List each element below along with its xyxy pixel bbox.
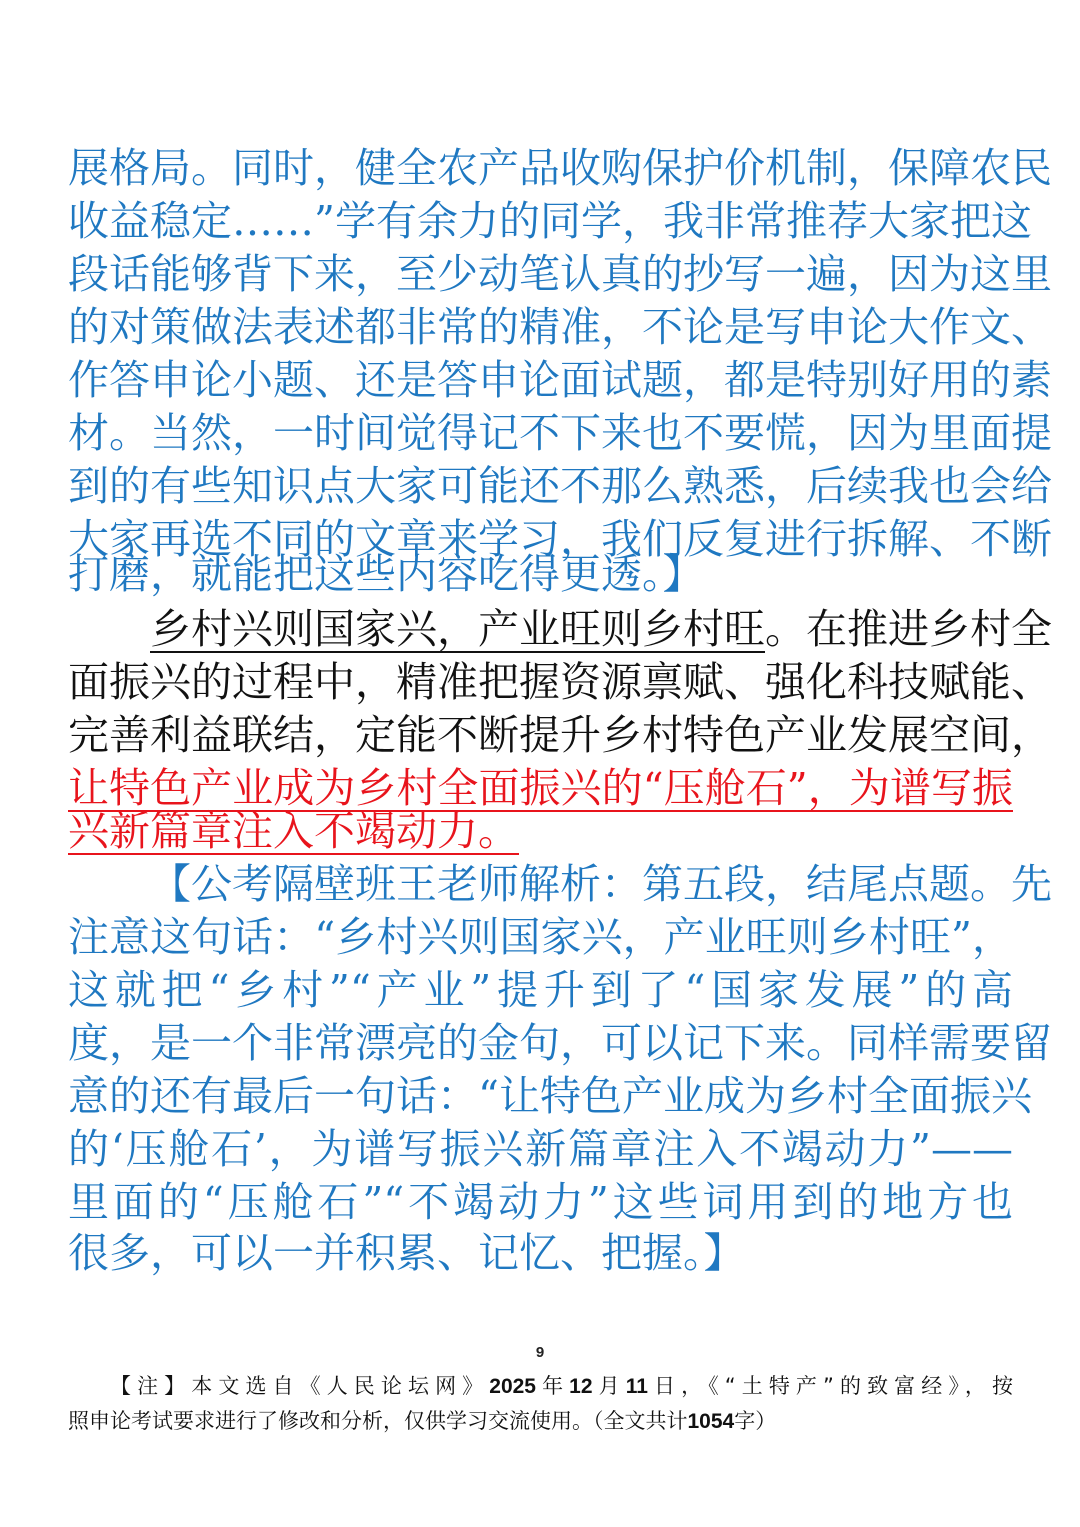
emphasis-line bbox=[68, 805, 1013, 857]
footnote-word-count: 1054 bbox=[687, 1410, 735, 1433]
analysis-line: 大家再选不同的文章来学习，我们反复进行拆解、不断 bbox=[68, 515, 1052, 563]
footnote-text: 【注】本文选自《人民论坛网》 bbox=[110, 1374, 490, 1398]
body-line: 面振兴的过程中，精准把握资源禀赋、强化科技赋能、 bbox=[68, 658, 1052, 706]
analysis-line: 意的还有最后一句话：“让特色产业成为乡村全面振兴 bbox=[68, 1072, 1032, 1120]
analysis-line: 的对策做法表述都非常的精准，不论是写申论大作文、 bbox=[68, 303, 1052, 351]
footnote-text: 月 bbox=[592, 1374, 626, 1398]
red-underlined-text: 让特色产业成为乡村全面振兴的“压舱石”，为谱写振 bbox=[68, 764, 1013, 812]
analysis-line: 打磨，就能把这些内容吃得更透。】 bbox=[68, 550, 704, 598]
footnote-text: 年 bbox=[535, 1374, 570, 1398]
analysis-line: 注意这句话：“乡村兴则国家兴，产业旺则乡村旺”， bbox=[68, 913, 1013, 961]
analysis-line: 到的有些知识点大家可能还不那么熟悉，后续我也会给 bbox=[68, 462, 1052, 510]
red-underlined-text: 兴新篇章注入不竭动力。 bbox=[68, 807, 519, 855]
body-text: 。在推进乡村全 bbox=[765, 605, 1052, 653]
footnote-text: 照申论考试要求进行了修改和分析，仅供学习交流使用。（全文共计 bbox=[68, 1409, 688, 1433]
analysis-line: 度，是一个非常漂亮的金句，可以记下来。同样需要留 bbox=[68, 1019, 1052, 1067]
footnote-month: 12 bbox=[569, 1375, 593, 1398]
analysis-line: 收益稳定……”学有余力的同学，我非常推荐大家把这 bbox=[68, 197, 1032, 245]
analysis-line: 作答申论小题、还是答申论面试题，都是特别好用的素 bbox=[68, 356, 1052, 404]
analysis-line: 的‘压舱石’，为谱写振兴新篇章注入不竭动力”—— bbox=[68, 1125, 1013, 1173]
footnote-text: 字） bbox=[734, 1409, 777, 1433]
footnote-line bbox=[68, 1404, 1013, 1438]
analysis-line: 这就把“乡村”“产业”提升到了“国家发展”的高 bbox=[68, 966, 1013, 1014]
analysis-line: 里面的“压舱石”“不竭动力”这些词用到的地方也 bbox=[68, 1178, 1013, 1226]
page-number: 9 bbox=[535, 1344, 545, 1361]
footnote-year: 2025 bbox=[489, 1375, 536, 1398]
analysis-line: 展格局。同时，健全农产品收购保护价机制，保障农民 bbox=[68, 144, 1052, 192]
analysis-line: 【公考隔壁班王老师解析：第五段，结尾点题。先 bbox=[150, 860, 1052, 908]
body-line bbox=[150, 603, 1052, 655]
body-line: 完善利益联结，定能不断提升乡村特色产业发展空间， bbox=[68, 711, 1052, 759]
analysis-line: 段话能够背下来，至少动笔认真的抄写一遍，因为这里 bbox=[68, 250, 1052, 298]
footnote-line bbox=[110, 1369, 1013, 1403]
analysis-line: 材。当然，一时间觉得记不下来也不要慌，因为里面提 bbox=[68, 409, 1052, 457]
underlined-key-phrase: 乡村兴则国家兴，产业旺则乡村旺 bbox=[150, 605, 765, 653]
analysis-line: 很多，可以一并积累、记忆、把握。】 bbox=[68, 1229, 745, 1277]
footnote-text: 日，《“土特产”的致富经》，按 bbox=[647, 1374, 1014, 1398]
footnote-day: 11 bbox=[625, 1375, 648, 1398]
